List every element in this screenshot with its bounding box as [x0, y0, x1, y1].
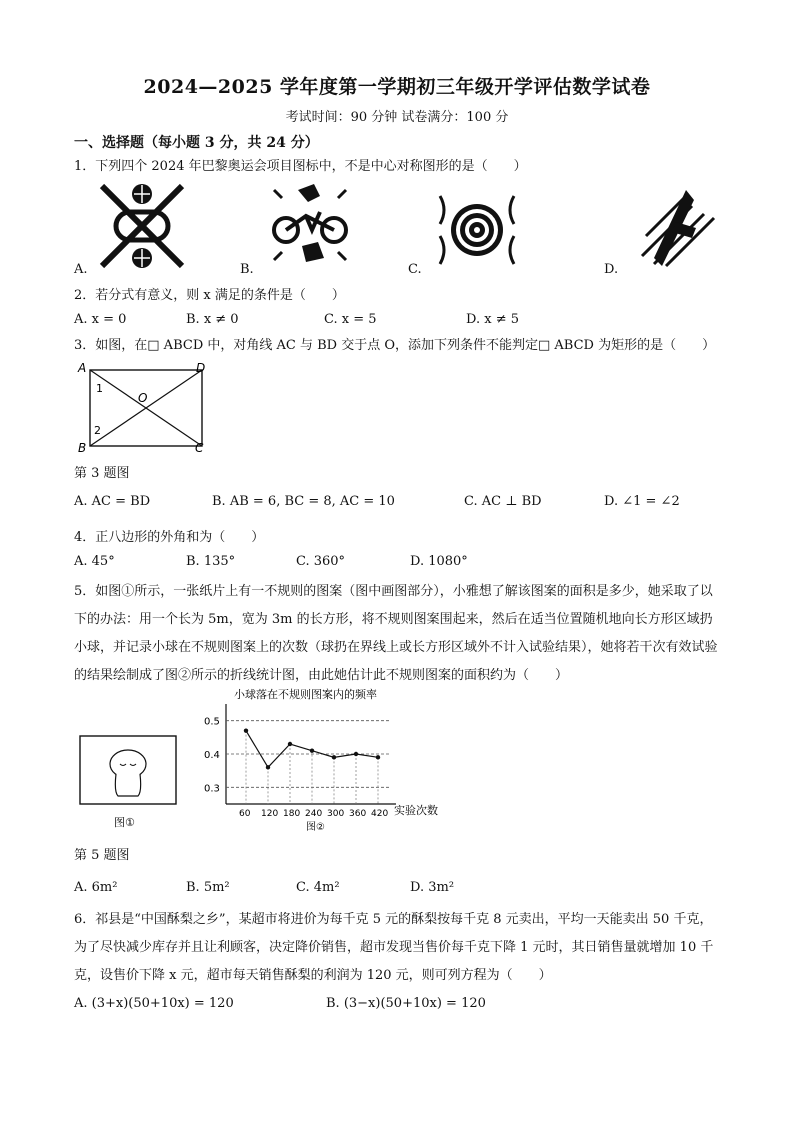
exam-title: 2024—2025 学年度第一学期初三年级开学评估数学试卷 — [143, 76, 651, 98]
chart-point-3 — [310, 748, 314, 752]
q5-fig1-label: 图① — [114, 816, 135, 829]
q6-option-b: B. (3−x)(50+10x) = 120 — [326, 996, 486, 1011]
q3-label-angle2: 2 — [94, 424, 101, 437]
q3-option-c: C. AC ⊥ BD — [464, 494, 542, 509]
q1-icon-c-archery — [432, 190, 522, 270]
q5-frequency-chart — [200, 684, 470, 834]
q3-label-c: C — [195, 441, 204, 455]
q6-text: 6．祁县是“中国酥梨之乡”，某超市将进价为每千克 5 元的酥梨按每千克 8 元卖出，平均一天能卖出 50 千克，为了尽快减少库存并且让利顾客，决定降价销售，超市发现当售价每千克下降 1 元时，其日销售量就增加 10 千克，设售价下降 x 元，超市每天销售酥梨的利润为 120 元，则可列方程为（ ） — [74, 912, 714, 983]
q1-option-d: D. — [604, 262, 619, 277]
q4-option-b: B. 135° — [186, 554, 236, 569]
chart-point-1 — [266, 765, 270, 769]
q3-option-a: A. AC = BD — [74, 494, 151, 509]
chart-xtick-6: 420 — [371, 809, 389, 819]
q1-icon-d-rowing — [636, 186, 720, 270]
q1-option-c: C. — [408, 262, 422, 277]
chart-xtick-1: 120 — [261, 809, 279, 819]
q2-option-a: A. x = 0 — [74, 312, 127, 327]
chart-title: 小球落在不规则图案内的频率 — [234, 688, 377, 701]
q2-option-d: D. x ≠ 5 — [466, 312, 519, 327]
q3-rectangle-figure — [74, 360, 214, 456]
chart-point-6 — [376, 755, 380, 759]
q5-option-b: B. 5m² — [186, 880, 230, 895]
q5-fig2-label: 图② — [306, 822, 325, 833]
q6-option-a: A. (3+x)(50+10x) = 120 — [74, 996, 234, 1011]
q1-option-a: A. — [74, 262, 88, 277]
q3-label-d: D — [196, 361, 206, 375]
chart-xtick-2: 180 — [283, 809, 301, 819]
q1-icon-a-basketball — [96, 180, 188, 272]
q3-caption: 第 3 题图 — [74, 466, 130, 481]
q5-option-d: D. 3m² — [410, 880, 455, 895]
chart-point-2 — [288, 742, 292, 746]
q4-option-c: C. 360° — [296, 554, 346, 569]
q5-option-c: C. 4m² — [296, 880, 340, 895]
q5-caption: 第 5 题图 — [74, 848, 130, 863]
q3-label-a: A — [78, 361, 87, 375]
q5-text: 5．如图①所示，一张纸片上有一不规则的图案（图中画图部分），小雅想了解该图案的面积是多少，她采取了以下的办法：用一个长为 5m，宽为 3m 的长方形，将不规则图案围起来，然后在适当位置随机地向长方形区域扔小球，并记录小球在不规则图案上的次数（球扔在界线上或长方形区域外不计入试验结果），她将若干次有效试验的结果绘制成了图②所示的折线统计图，由此她估计此不规则图案的面积约为（ ） — [74, 584, 718, 683]
chart-xtick-5: 360 — [349, 809, 367, 819]
q3-label-angle1: 1 — [96, 382, 103, 395]
q1-icon-b-bmx — [268, 182, 352, 266]
chart-xlabel: 实验次数 — [394, 804, 438, 817]
q4-option-d: D. 1080° — [410, 554, 468, 569]
q5-figure1 — [78, 734, 188, 834]
chart-ytick-0: 0.3 — [204, 783, 220, 795]
chart-point-0 — [244, 728, 248, 732]
q3-label-o: O — [138, 391, 148, 405]
chart-point-5 — [354, 752, 358, 756]
section-choice-title: 一、选择题（每小题 3 分，共 24 分） — [74, 135, 319, 151]
q3-label-b: B — [78, 441, 87, 455]
q4-option-a: A. 45° — [74, 554, 115, 569]
chart-ytick-1: 0.4 — [204, 750, 220, 761]
q3-text: 3．如图，在□ ABCD 中，对角线 AC 与 BD 交于点 O，添加下列条件不能判定□ ABCD 为矩形的是（ ） — [74, 338, 716, 353]
q2-option-c: C. x = 5 — [324, 312, 377, 327]
q3-option-d: D. ∠1 = ∠2 — [604, 494, 680, 509]
q1-option-b: B. — [240, 262, 254, 277]
chart-xtick-0: 60 — [239, 809, 251, 819]
chart-ytick-2: 0.5 — [204, 716, 220, 728]
q3-option-b: B. AB = 6, BC = 8, AC = 10 — [212, 494, 395, 509]
q5-option-a: A. 6m² — [74, 880, 118, 895]
exam-info: 考试时间：90 分钟 试卷满分：100 分 — [285, 110, 509, 125]
q2-option-b: B. x ≠ 0 — [186, 312, 239, 327]
q2-text: 2．若分式有意义，则 x 满足的条件是（ ） — [74, 288, 345, 303]
q1-text: 1．下列四个 2024 年巴黎奥运会项目图标中，不是中心对称图形的是（ ） — [74, 159, 527, 174]
chart-xtick-4: 300 — [327, 809, 345, 819]
chart-xtick-3: 240 — [305, 809, 323, 819]
chart-point-4 — [332, 755, 336, 759]
q4-text: 4．正八边形的外角和为（ ） — [74, 530, 265, 545]
